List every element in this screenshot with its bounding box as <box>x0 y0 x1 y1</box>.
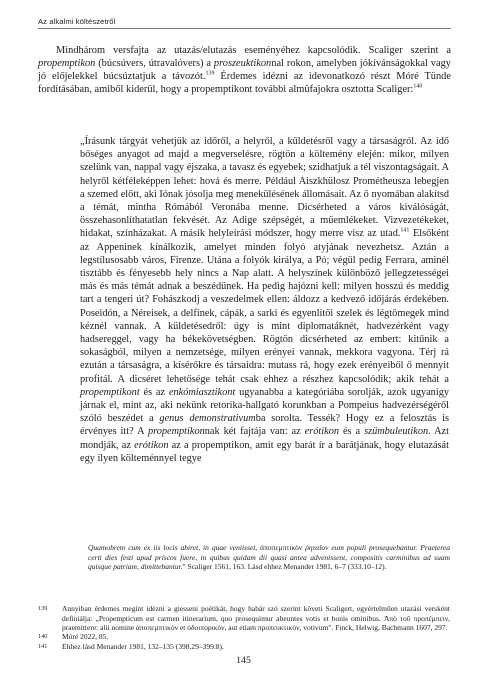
quote-term: propemptikont <box>80 386 140 398</box>
quote-term: genus demonstrativum <box>159 413 256 425</box>
footnote-139: Annyiban érdemes megint idézni a giesseni poétikát, hogy habár szó szerint követi Scaligert, egyértelműen utazási versként definiálja: „Propempticum est carmen itinerarium, quo prosequimur abeuntes votis et bonis ominibus. Ἀπὸ τοῦ προπέμπειν, praemittere: alii nomine ἀποπεμπτικὸν et ὁδοιπορικὸν, aut etiam προπευκτικὸν, votivum". Finck, Helwig, Bachmann 1607, 297. <box>62 604 450 633</box>
quote-term: enkómiasztikont <box>168 386 236 398</box>
text-span: Mindhárom versfajta az utazás/elutazás eseményéhez kapcsolódik. Scaliger szerint a <box>56 45 451 56</box>
quote-term: propemptikon <box>147 426 205 438</box>
footnote-ref-140[interactable]: 140 <box>413 83 423 90</box>
footnote-ref-139[interactable]: 139 <box>205 70 215 77</box>
text-span: Érdemes idézni az idevonatkozó részt Móré Tünde fordításában, amiből kiderül, hogy a propemptikont további almûfajokra osztotta Scaliger: <box>38 71 451 96</box>
latin-span: Quamobrem cum ex iis locis abiret, in quae veniisset, <box>88 543 261 552</box>
running-head: Az alkalmi költészetről <box>38 17 116 26</box>
footnote-number-140: 140 <box>38 633 48 640</box>
latin-span: ῥηταῖον eum populi prosequebantur. Praeterea certi dies <box>88 543 450 562</box>
header-rule <box>38 28 451 29</box>
footnote-140: Móré 2022, 85. <box>62 632 109 641</box>
quote-span: ugyanabba a kategóriába sorolják, azok ugyanígy járnak el, mint az, aki nekünk retorika-hallgató korunkban a Pompeius hadvezérségéről szóló beszédet a <box>80 386 449 425</box>
quote-span: . Azt mondják, az <box>80 426 449 451</box>
term-propemptikon: propemptikon <box>38 58 96 70</box>
quote-span: nak két fajtája van: az <box>204 426 305 438</box>
term-proszeuktikon: proszeuktikon <box>213 58 272 70</box>
footnote-latin-quote <box>88 543 450 572</box>
quote-term: szümbuleutikon <box>364 426 429 438</box>
quote-term: erótikon <box>304 426 339 438</box>
footnote-number-141: 141 <box>38 643 48 650</box>
greek-span: ἀποπεμπτικὸν <box>260 543 303 552</box>
text-span: (búcsúvers, útravalóvers) a <box>95 58 214 70</box>
quote-span: és a <box>339 426 365 438</box>
latin-span: festi apud priscos fuere, in quibus quidam dii quasi antea advenissent, compositis carminibus ad suam quisque patriam, dimittebantur. <box>88 552 450 572</box>
quote-span: „Írásunk tárgyát vehetjük az időről, a helyről, a küldetésről vagy a társaságról. Az idő bőséges anyagot ad majd a megverselésre, rögtön a költemény elején: mikor, milyen szelünk van, nappal vagy éjszaka, a tavasz és egyebek; szidhatjuk a tél viszontagságait. A helyről kétféleképpen lehet: hová és merre. Például Aiszkhülosz Prométheusza lebegjen a szemed előtt, aki Iónak jósolja meg menekülésének állomásait. Az ő nyomában alakítsd a témát, mintha Rómából Veronába menne. Dicsérheted a város kiválóságát, összehasonlíthatatlan fekvését. Az Adige szépségét, a műemlékeket. Vizvezetékeket, hidakat, színházakat. A másik helyleírási módszer, hogy merre visz az utad. <box>80 136 449 240</box>
quote-span: Elsőként az Appeninek kínálkozik, amelyet minden folyó atyjának nevezhetsz. Aztán a legstílusosabb város, Firenze. Utána a folyók királya, a Pó; végül pedig Ferrara, aminél tisztább és fényesebb hely nincs a Nap alatt. A helyszínek különböző jellegzetességei más és más témát adnak a beszédünek. Ha pedig hajózni kell: milyen hosszú és meddig tart a tengeri út? Fohászkodj a veszedelmek ellen: áldozz a kedvező időjárás érdekében. Poseidón, a Néreisek, a delfinek, cápák, a sarki és egyenlítői szelek és légtömegek mind kéznél vannak. A küldetésedről: úgy is mint diplomatáknét, hadvezérként vagy hadsereggel, vagy ha békekövetségben. Rögtön dicsérheted az embert: kitűnik a sokaságból, milyen a nemzetsége, milyen erényei vannak, mekkora vagyona. Térj rá ezután a társaságra, a kísérőkre és társaidra: mutass rá, hogy ezek erényeiből ő mennyit profitál. A dicséret lehetősége tehát csak ehhez a részhez kapcsolódik; akik tehát a <box>80 228 450 385</box>
footnote-number-139: 139 <box>38 605 48 612</box>
quote-span: ba sorolta. Tessék? Hogy ez a felosztás is érvényes itt? A <box>80 413 449 438</box>
footnote-141: Ehhez lásd Menander 1981, 132–135 (398.29–399.8). <box>62 642 224 651</box>
footnote-ref-141[interactable]: 141 <box>400 228 410 234</box>
quote-term: erótikon <box>134 439 169 451</box>
body-paragraph <box>38 44 451 96</box>
citation-span: " Scaliger 1561, 163. Lásd ehhez Menander 1981, 6–7 (333.10–12). <box>182 562 387 572</box>
page-number: 145 <box>236 655 251 666</box>
block-quote <box>80 135 449 465</box>
quote-span: és az <box>139 386 169 398</box>
quote-span: az a propemptikon, amit egy barát ír a barátjának, hogy elutazását egy ilyen költeménnyel tegye <box>80 439 449 464</box>
text-span: nal rokon, amelyben jókívánságokkal vagy jó előjelekkel búcsúztatjuk a távozót. <box>38 58 451 83</box>
